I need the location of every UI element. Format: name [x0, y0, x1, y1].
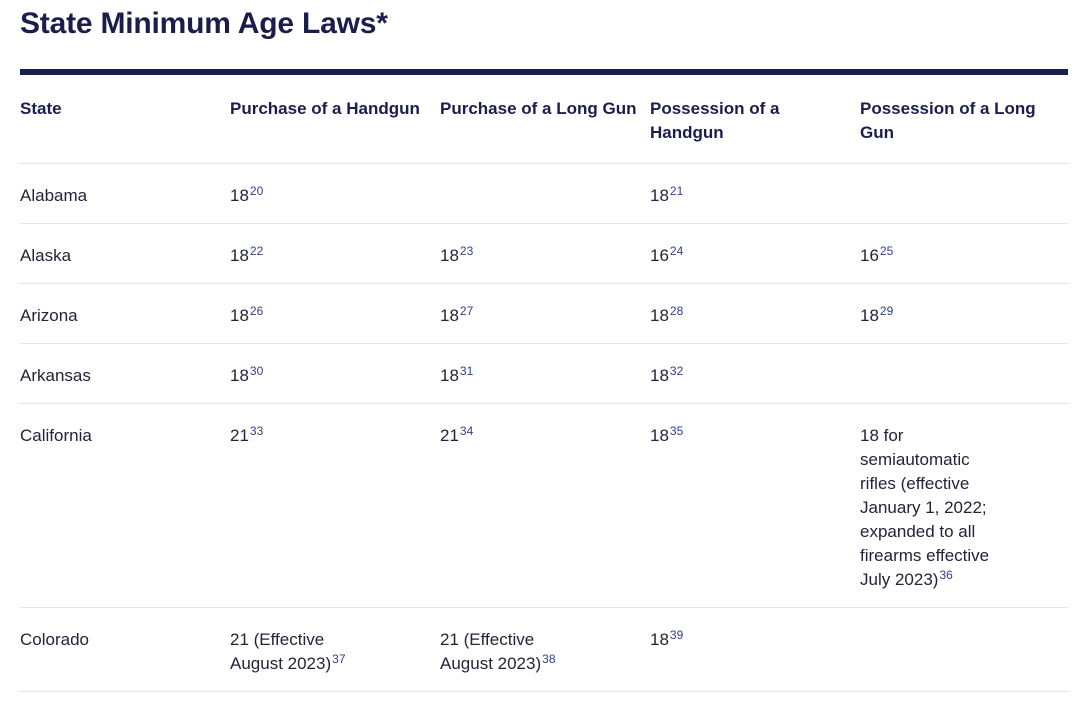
age-value: 18 [230, 366, 249, 385]
cell-value [440, 306, 473, 325]
footnote-link[interactable]: 39 [669, 628, 684, 642]
age-value: 18 [650, 186, 669, 205]
cell-state: Alaska [20, 224, 230, 284]
footnote-link[interactable]: 35 [669, 424, 684, 438]
cell-value [860, 246, 893, 265]
cell-purchase-long-gun [440, 224, 650, 284]
cell-possession-long-gun [860, 608, 1068, 692]
cell-state: Colorado [20, 608, 230, 692]
footnote-link[interactable]: 28 [669, 304, 684, 318]
age-value: 18 [440, 306, 459, 325]
cell-possession-handgun [650, 164, 860, 224]
page [20, 0, 1068, 692]
table-row [20, 284, 1068, 344]
age-value: 18 for semiautomatic rifles (effective January 1, 2022; expanded to all firearms effective July 2023) [860, 426, 990, 589]
age-laws-table [20, 75, 1068, 692]
cell-value [860, 366, 861, 385]
cell-value [860, 424, 1000, 592]
footnote-link[interactable]: 23 [459, 244, 474, 258]
table-row [20, 344, 1068, 404]
cell-purchase-handgun [230, 404, 440, 608]
footnote-link[interactable]: 32 [669, 364, 684, 378]
footnote-link[interactable]: 24 [669, 244, 684, 258]
cell-state: Arkansas [20, 344, 230, 404]
cell-value [230, 186, 263, 205]
column-header-possession-long-gun: Possession of a Long Gun [860, 75, 1068, 164]
cell-value [230, 366, 263, 385]
footnote-link[interactable]: 36 [939, 568, 953, 582]
footnote-link[interactable]: 27 [459, 304, 474, 318]
cell-possession-handgun [650, 344, 860, 404]
table-body [20, 164, 1068, 692]
cell-purchase-handgun [230, 164, 440, 224]
cell-value [860, 186, 861, 205]
cell-state: Arizona [20, 284, 230, 344]
cell-value [650, 426, 683, 445]
age-value: 21 (Effective August 2023) [440, 630, 542, 673]
cell-possession-long-gun [860, 164, 1068, 224]
footnote-link[interactable]: 34 [459, 424, 474, 438]
cell-value [650, 630, 683, 649]
age-value: 21 (Effective August 2023) [230, 630, 332, 673]
footnote-link[interactable]: 21 [669, 184, 684, 198]
cell-possession-handgun [650, 608, 860, 692]
footnote-link[interactable]: 38 [542, 652, 556, 666]
table-row [20, 608, 1068, 692]
footnote-link[interactable]: 22 [249, 244, 264, 258]
cell-value [650, 366, 683, 385]
cell-value [650, 306, 683, 325]
cell-value [860, 306, 893, 325]
cell-value [650, 246, 683, 265]
age-value: 18 [650, 426, 669, 445]
age-value: 21 [440, 426, 459, 445]
cell-possession-long-gun [860, 404, 1068, 608]
cell-purchase-long-gun [440, 284, 650, 344]
footnote-link[interactable]: 30 [249, 364, 264, 378]
cell-value [440, 186, 441, 205]
column-header-possession-handgun: Possession of a Handgun [650, 75, 860, 164]
cell-value [230, 246, 263, 265]
table-row [20, 224, 1068, 284]
cell-purchase-handgun [230, 224, 440, 284]
table-row [20, 164, 1068, 224]
footnote-link[interactable]: 29 [879, 304, 894, 318]
cell-value [440, 426, 473, 445]
footnote-link[interactable]: 20 [249, 184, 264, 198]
cell-possession-long-gun [860, 284, 1068, 344]
cell-value [440, 246, 473, 265]
cell-possession-long-gun [860, 224, 1068, 284]
age-value: 18 [230, 186, 249, 205]
cell-value [860, 630, 861, 649]
age-value: 16 [650, 246, 669, 265]
age-value: 18 [650, 630, 669, 649]
cell-value [230, 628, 370, 676]
column-header-purchase-handgun: Purchase of a Handgun [230, 75, 440, 164]
cell-value [440, 366, 473, 385]
age-value: 16 [860, 246, 879, 265]
table-row [20, 404, 1068, 608]
column-header-state: State [20, 75, 230, 164]
cell-purchase-long-gun [440, 344, 650, 404]
footnote-link[interactable]: 26 [249, 304, 264, 318]
cell-state: California [20, 404, 230, 608]
age-value: 18 [860, 306, 879, 325]
cell-possession-long-gun [860, 344, 1068, 404]
page-title: State Minimum Age Laws* [20, 7, 388, 40]
cell-purchase-handgun [230, 344, 440, 404]
column-header-purchase-long-gun: Purchase of a Long Gun [440, 75, 650, 164]
cell-possession-handgun [650, 224, 860, 284]
footnote-link[interactable]: 31 [459, 364, 474, 378]
cell-purchase-long-gun [440, 404, 650, 608]
footnote-link[interactable]: 37 [332, 652, 346, 666]
footnote-link[interactable]: 33 [249, 424, 264, 438]
cell-purchase-long-gun [440, 608, 650, 692]
cell-value [440, 628, 580, 676]
cell-state: Alabama [20, 164, 230, 224]
cell-purchase-long-gun [440, 164, 650, 224]
cell-value [650, 186, 683, 205]
age-value: 18 [650, 366, 669, 385]
age-value: 18 [650, 306, 669, 325]
cell-possession-handgun [650, 284, 860, 344]
footnote-link[interactable]: 25 [879, 244, 894, 258]
cell-value [230, 426, 263, 445]
age-value: 18 [440, 366, 459, 385]
age-value: 18 [230, 306, 249, 325]
age-value: 18 [440, 246, 459, 265]
age-value: 21 [230, 426, 249, 445]
cell-value [230, 306, 263, 325]
age-value: 18 [230, 246, 249, 265]
cell-possession-handgun [650, 404, 860, 608]
cell-purchase-handgun [230, 608, 440, 692]
cell-purchase-handgun [230, 284, 440, 344]
table-header-row [20, 75, 1068, 164]
